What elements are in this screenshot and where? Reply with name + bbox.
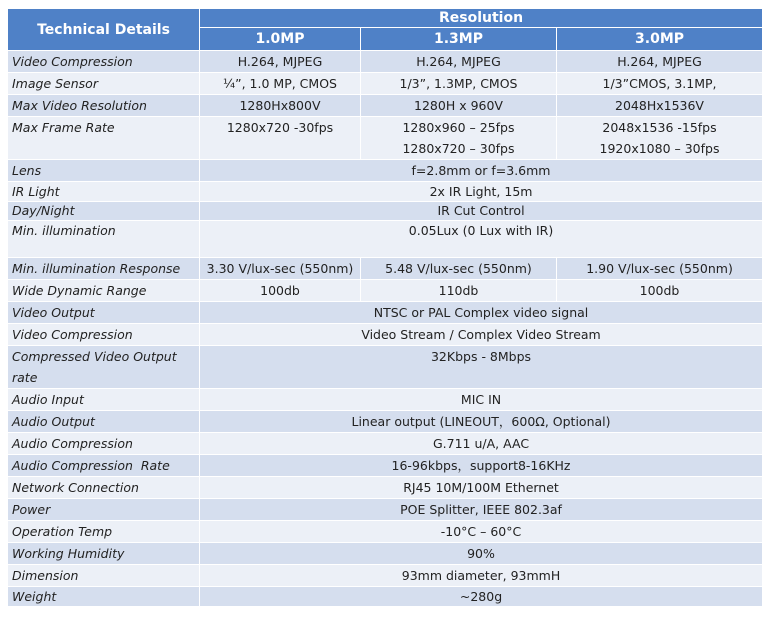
cell-1mp: 100db <box>200 280 361 302</box>
cell-all: ~280g <box>200 587 763 607</box>
row-label: Network Connection <box>8 477 200 499</box>
table-row <box>8 499 763 521</box>
row-label: Audio Output <box>8 411 200 433</box>
row-label: Min. illumination Response <box>8 258 200 280</box>
table-row <box>8 73 763 95</box>
cell-3mp: 2048x1536 -15fps 1920x1080 – 30fps <box>557 117 763 160</box>
cell-all: Linear output (LINEOUT，600Ω, Optional) <box>200 411 763 433</box>
row-label: Weight <box>8 587 200 607</box>
row-label: Video Output <box>8 302 200 324</box>
cell-all: 0.05Lux (0 Lux with IR) <box>200 221 763 258</box>
row-label: Lens <box>8 160 200 182</box>
cell-1-3mp: 1280H x 960V <box>361 95 557 117</box>
cell-all: Video Stream / Complex Video Stream <box>200 324 763 346</box>
technical-details-table <box>7 8 763 607</box>
cell-3mp: H.264, MJPEG <box>557 51 763 73</box>
cell-all: 90% <box>200 543 763 565</box>
cell-all: IR Cut Control <box>200 202 763 221</box>
cell-3mp: 100db <box>557 280 763 302</box>
cell-1-3mp: 1280x960 – 25fps 1280x720 – 30fps <box>361 117 557 160</box>
row-label: IR Light <box>8 182 200 202</box>
table-row <box>8 389 763 411</box>
cell-3mp: 1/3”CMOS, 3.1MP, <box>557 73 763 95</box>
table-row <box>8 95 763 117</box>
cell-1mp: H.264, MJPEG <box>200 51 361 73</box>
row-label: Power <box>8 499 200 521</box>
table-row <box>8 455 763 477</box>
row-label: Wide Dynamic Range <box>8 280 200 302</box>
cell-1mp: 3.30 V/lux-sec (550nm) <box>200 258 361 280</box>
cell-1mp: 1280x720 -30fps <box>200 117 361 160</box>
row-label: Audio Input <box>8 389 200 411</box>
table-row <box>8 521 763 543</box>
cell-all: 16-96kbps，support8-16KHz <box>200 455 763 477</box>
row-label: Audio Compression <box>8 433 200 455</box>
cell-3mp: 2048Hx1536V <box>557 95 763 117</box>
table-row <box>8 477 763 499</box>
cell-all: 32Kbps - 8Mbps <box>200 346 763 389</box>
row-label: Compressed Video Output rate <box>8 346 200 389</box>
column-header-3mp: 3.0MP <box>557 28 763 51</box>
table-row <box>8 587 763 607</box>
cell-all: MIC IN <box>200 389 763 411</box>
row-label: Image Sensor <box>8 73 200 95</box>
cell-all: -10°C – 60°C <box>200 521 763 543</box>
table-row <box>8 160 763 182</box>
cell-1-3mp: 5.48 V/lux-sec (550nm) <box>361 258 557 280</box>
cell-1-3mp: 110db <box>361 280 557 302</box>
spec-table-container <box>7 8 762 607</box>
cell-1mp: 1280Hx800V <box>200 95 361 117</box>
cell-all: POE Splitter, IEEE 802.3af <box>200 499 763 521</box>
cell-3mp: 1.90 V/lux-sec (550nm) <box>557 258 763 280</box>
table-row <box>8 302 763 324</box>
row-label: Working Humidity <box>8 543 200 565</box>
cell-1-3mp: 1/3”, 1.3MP, CMOS <box>361 73 557 95</box>
row-label: Video Compression <box>8 324 200 346</box>
resolution-header: Resolution <box>200 9 763 28</box>
table-row <box>8 202 763 221</box>
table-row <box>8 51 763 73</box>
table-row <box>8 258 763 280</box>
table-row <box>8 221 763 258</box>
row-label: Min. illumination <box>8 221 200 258</box>
table-row <box>8 433 763 455</box>
table-row <box>8 543 763 565</box>
row-label: Operation Temp <box>8 521 200 543</box>
table-row <box>8 117 763 160</box>
cell-1mp: ¼”, 1.0 MP, CMOS <box>200 73 361 95</box>
row-label: Max Frame Rate <box>8 117 200 160</box>
table-row <box>8 280 763 302</box>
cell-all: f=2.8mm or f=3.6mm <box>200 160 763 182</box>
table-row <box>8 411 763 433</box>
table-row <box>8 346 763 389</box>
row-label: Day/Night <box>8 202 200 221</box>
cell-all: 2x IR Light, 15m <box>200 182 763 202</box>
table-row <box>8 565 763 587</box>
table-row <box>8 182 763 202</box>
cell-all: G.711 u/A, AAC <box>200 433 763 455</box>
cell-all: NTSC or PAL Complex video signal <box>200 302 763 324</box>
column-header-1-3mp: 1.3MP <box>361 28 557 51</box>
column-header-1mp: 1.0MP <box>200 28 361 51</box>
table-row <box>8 324 763 346</box>
row-label: Dimension <box>8 565 200 587</box>
cell-all: RJ45 10M/100M Ethernet <box>200 477 763 499</box>
technical-details-header: Technical Details <box>8 9 200 51</box>
cell-1-3mp: H.264, MJPEG <box>361 51 557 73</box>
cell-all: 93mm diameter, 93mmH <box>200 565 763 587</box>
row-label: Audio Compression Rate <box>8 455 200 477</box>
row-label: Max Video Resolution <box>8 95 200 117</box>
row-label: Video Compression <box>8 51 200 73</box>
